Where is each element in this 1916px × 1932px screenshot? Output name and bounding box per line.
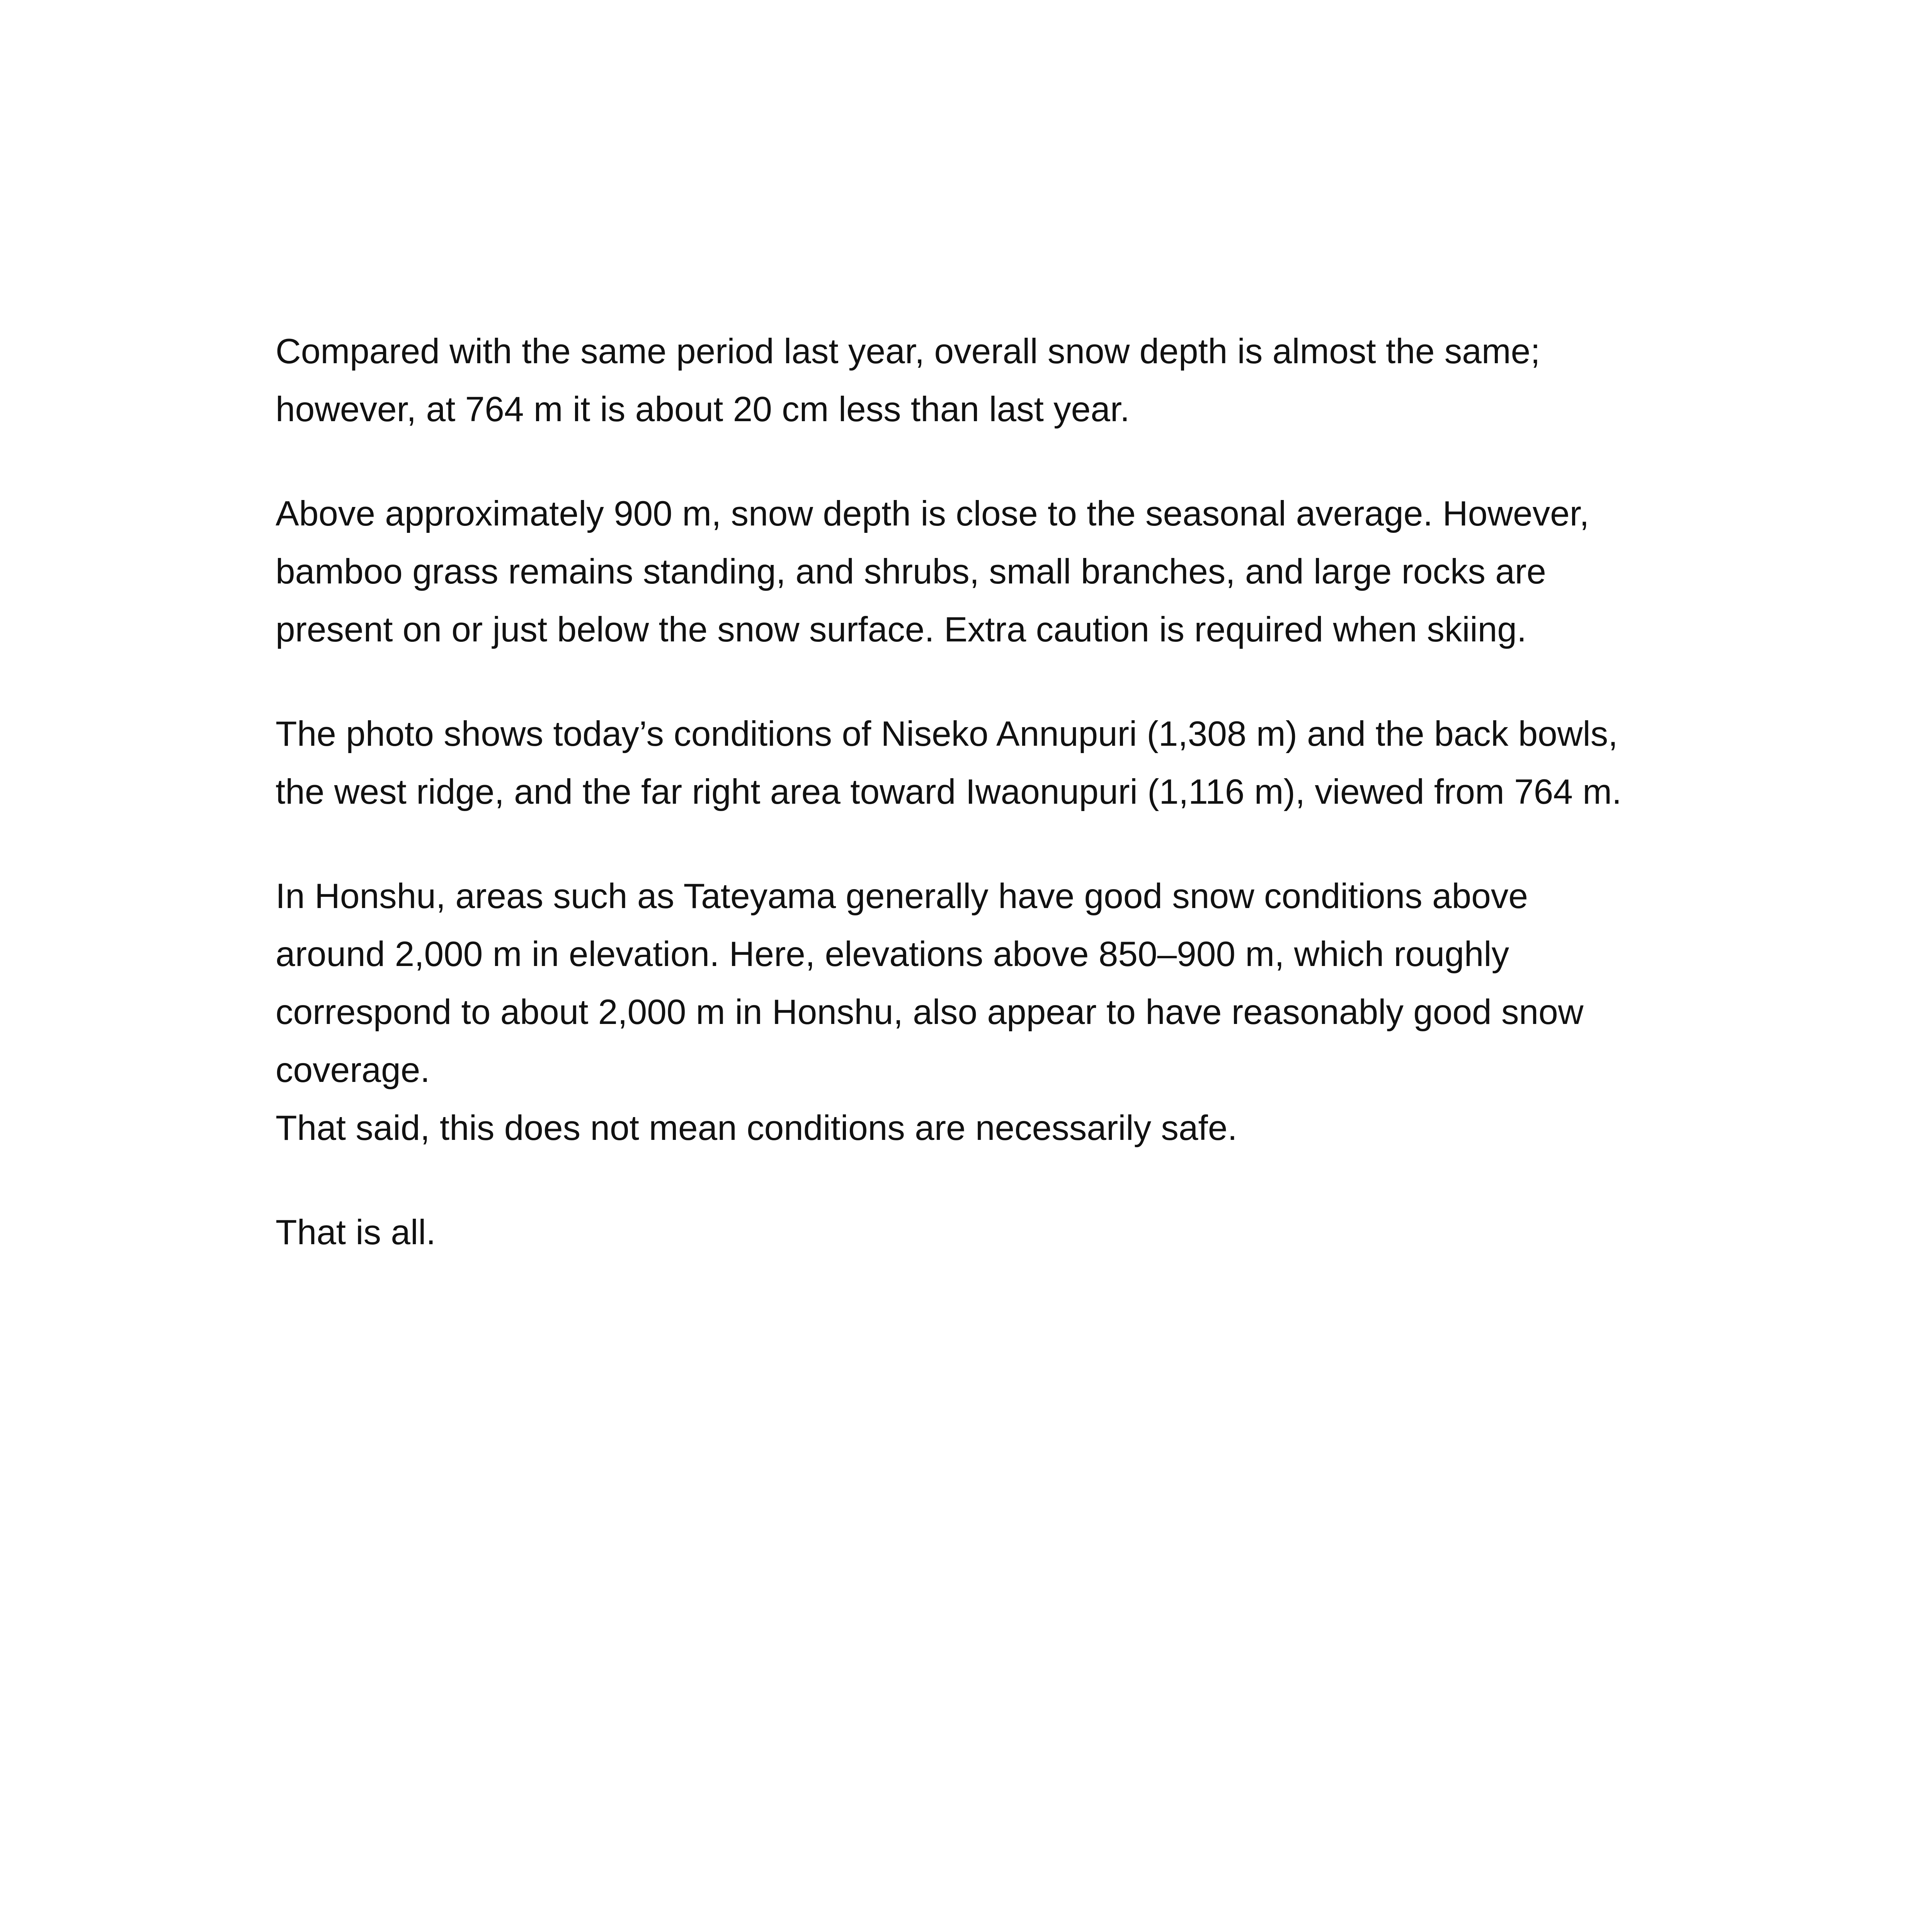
text-line: present on or just below the snow surface. Extra caution is required when skiing. bbox=[276, 610, 1527, 649]
text-line: That said, this does not mean conditions are necessarily safe. bbox=[276, 1109, 1237, 1148]
text-line: around 2,000 m in elevation. Here, elevations above 850–900 m, which roughly bbox=[276, 935, 1509, 974]
text-line: however, at 764 m it is about 20 cm less than last year. bbox=[276, 390, 1130, 429]
text-line: the west ridge, and the far right area toward Iwaonupuri (1,116 m), viewed from 764 m. bbox=[276, 772, 1622, 811]
paragraph-snow-depth-comparison bbox=[276, 323, 1682, 439]
paragraph-photo-description bbox=[276, 705, 1682, 821]
text-line: In Honshu, areas such as Tateyama generally have good snow conditions above bbox=[276, 877, 1528, 916]
text-line: That is all. bbox=[276, 1213, 436, 1252]
text-line: coverage. bbox=[276, 1051, 430, 1090]
text-line: Above approximately 900 m, snow depth is close to the seasonal average. However, bbox=[276, 494, 1589, 533]
paragraph-above-900m bbox=[276, 485, 1682, 659]
text-line: The photo shows today’s conditions of Niseko Annupuri (1,308 m) and the back bowls, bbox=[276, 714, 1618, 753]
paragraph-closing bbox=[276, 1204, 1682, 1262]
document-body bbox=[276, 323, 1682, 1262]
text-line: bamboo grass remains standing, and shrubs, small branches, and large rocks are bbox=[276, 552, 1546, 591]
text-line: Compared with the same period last year, overall snow depth is almost the same; bbox=[276, 332, 1540, 371]
paragraph-honshu-comparison bbox=[276, 867, 1682, 1157]
text-line: correspond to about 2,000 m in Honshu, also appear to have reasonably good snow bbox=[276, 993, 1584, 1032]
